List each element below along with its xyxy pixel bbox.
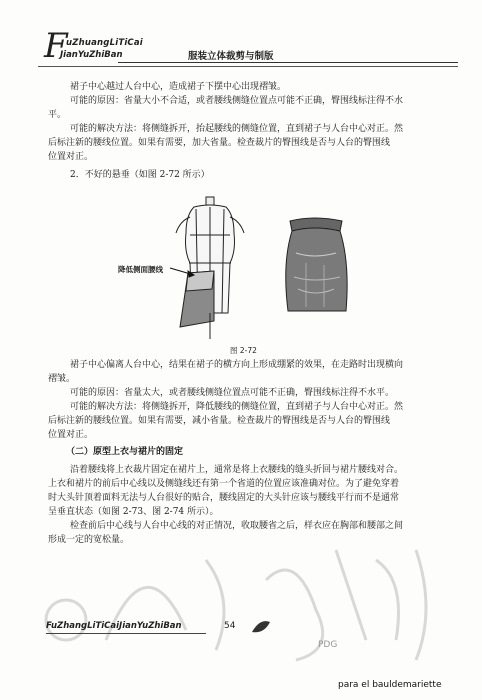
paragraph-line: 呈垂直状态（如图 2-73、图 2-74 所示）。 bbox=[48, 507, 219, 517]
paragraph-line: 时大头针顶着面料无法与人台很好的贴合，腰线固定的大头针应该与腰线平行而不是通常 bbox=[48, 493, 400, 503]
footer-running-title: FuZhangLiTiCaiJianYuZhiBan bbox=[46, 621, 182, 631]
section-heading: （二）原型上衣与裙片的固定 bbox=[66, 447, 184, 457]
paragraph-line: 裙子中心偏离人台中心，结果在裙子的横方向上形成绷紧的效果，在走路时出现横向 bbox=[70, 360, 404, 370]
paragraph-line: 裙子中心越过人台中心，造成裙子下摆中心出现褶皱。 bbox=[70, 82, 287, 92]
paragraph-line: 可能的原因：省量太大，或者腰线侧缝位置点可能不正确，臀围线标注得不水平。 bbox=[70, 388, 395, 398]
paragraph-line: 可能的原因：省量大小不合适，或者腰线侧缝位置点可能不正确，臀围线标注得不水 bbox=[70, 96, 404, 106]
skirt-illustration bbox=[286, 218, 347, 311]
header-rule-thin bbox=[38, 66, 458, 67]
header-logo-letter: F bbox=[44, 26, 68, 66]
paragraph-line: 后标注新的腰线位置。如果有需要，加大省量。检查裁片的臀围线是否与人台的臀围线 bbox=[48, 138, 391, 148]
paragraph-line: 可能的解决方法：将侧缝拆开，抬起腰线的侧缝位置，直到裙子与人台中心对正。然 bbox=[70, 124, 404, 134]
footer-rule bbox=[46, 633, 206, 634]
paragraph-line: 可能的解决方法：将侧缝拆开，降低腰线的侧缝位置，直到裙子与人台中心对正。然 bbox=[70, 402, 404, 412]
header-rule bbox=[118, 62, 458, 63]
paragraph-line: 检查前后中心线与人台中心线的对正情况，收取腰省之后，样衣应在胸部和腰部之间 bbox=[70, 521, 404, 531]
paragraph-line: 褶皱。 bbox=[48, 374, 76, 384]
figure-annotation: 降低侧面腰线 bbox=[118, 265, 163, 274]
paragraph-line: 位置对正。 bbox=[48, 430, 94, 440]
header-title-line1: uZhuangLiTiCai bbox=[66, 38, 143, 48]
paragraph-line: 上衣和裙片的前后中心线以及侧缝线还有第一个省道的位置应该准确对位。为了避免穿着 bbox=[48, 479, 400, 489]
page-header bbox=[38, 28, 458, 72]
leaf-icon bbox=[250, 618, 272, 636]
paragraph-line: 位置对正。 bbox=[48, 152, 94, 162]
paragraph-line: 后标注新的腰线位置。如果有需要，减小省量。检查裁片的臀围线是否与人台的臀围线 bbox=[48, 416, 391, 426]
paragraph-line: 沿着腰线将上衣裁片固定在裙片上，通常是将上衣腰线的缝头折回与裙片腰线对合。 bbox=[70, 465, 404, 475]
section-heading: 2．不好的悬垂（如图 2-72 所示） bbox=[70, 170, 210, 180]
footer-credit: para el bauldemariette bbox=[338, 680, 442, 690]
page-number: 54 bbox=[224, 621, 236, 631]
header-title-line2: JianYuZhiBan bbox=[60, 50, 123, 60]
dress-form-illustration bbox=[170, 197, 244, 339]
paragraph-line: 平。 bbox=[48, 110, 67, 120]
figure-caption: 图 2-72 bbox=[230, 346, 257, 355]
pdg-watermark: PDG bbox=[318, 640, 338, 650]
header-title-cn: 服装立体裁剪与制版 bbox=[188, 51, 274, 62]
paragraph-line: 形成一定的宽松量。 bbox=[48, 535, 130, 545]
